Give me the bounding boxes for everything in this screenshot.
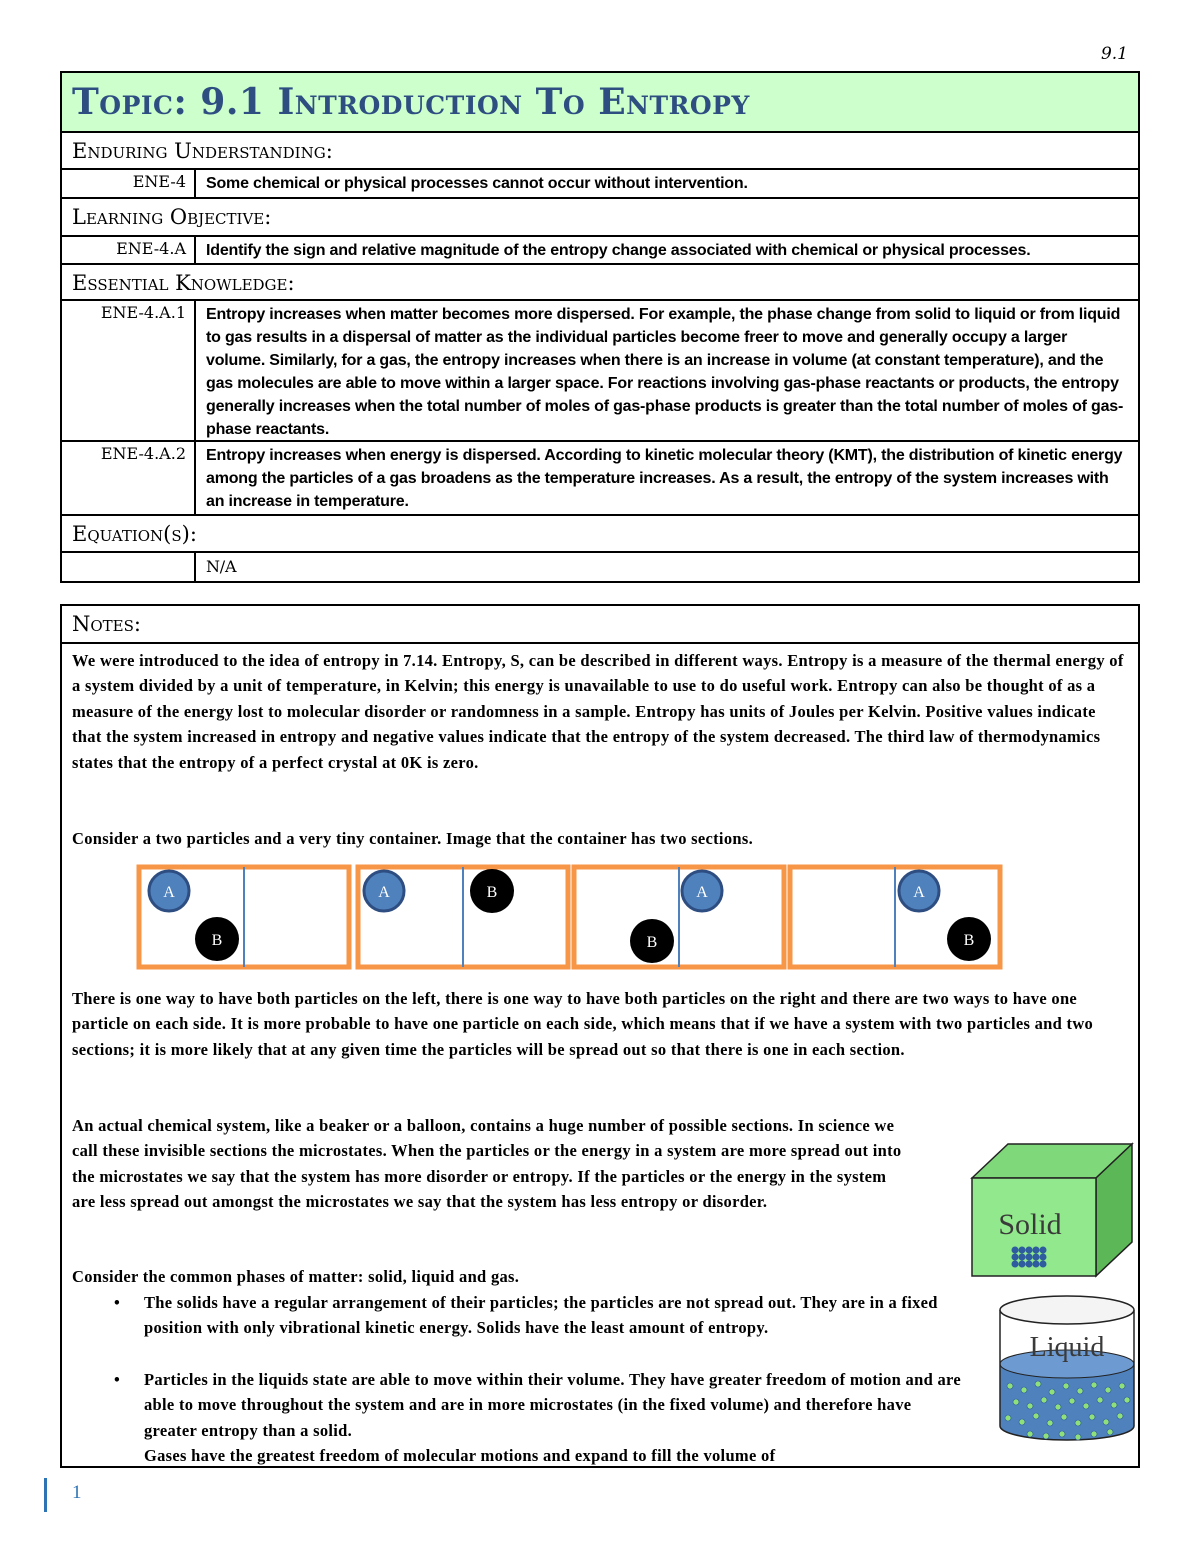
knowledge-text-1: Entropy increases when matter becomes more dispersed. For example, the phase change from solid to liquid or from liquid to gas results in a dispersal of matter as the individual particles become freer to move and generally occupy a larger volume. Similarly, for a gas, the entropy increases when there is an increase in volume (at constant temperature), and the gas molecules are able to move within a larger space. For reactions involving gas-phase reactants or products, the entropy generally increases when the total number of moles of gas-phase products is greater than the total number of moles of gas-phase reactants. — [206, 306, 1124, 438]
notes-paragraph-2: Consider a two particles and a very tiny container. Image that the container has two sections. — [72, 829, 753, 848]
knowledge-row-2 — [62, 442, 1138, 516]
container-3 — [574, 867, 784, 967]
container-4 — [790, 867, 1000, 967]
svg-text:B: B — [963, 932, 975, 949]
liquid-label: Liquid — [1029, 1332, 1105, 1363]
topic-title: Topic: 9.1 Introduction To Entropy — [72, 81, 750, 123]
particle-a — [682, 871, 722, 911]
equations-label: Equation(s): — [62, 516, 1138, 553]
objective-row — [62, 237, 1138, 265]
knowledge-text-2: Entropy increases when energy is dispersed. According to kinetic molecular theory (KMT), the distribution of kinetic energy among the particles of a gas broadens as the temperature increases. As a result, the entropy of the system increases with an increase in temperature. — [206, 447, 1123, 510]
bullet-gases: • Gases have the greatest freedom of molecular motions and expand to fill the volume of — [144, 1443, 964, 1468]
learning-objective-label: Learning Objective: — [62, 199, 1138, 237]
objective-text: Identify the sign and relative magnitude of the entropy change associated with chemical or physical processes. — [206, 242, 1031, 259]
svg-text:B: B — [486, 884, 498, 901]
essential-knowledge-label: Essential Knowledge: — [62, 265, 1138, 301]
equations-code-cell — [62, 553, 196, 581]
enduring-text: Some chemical or physical processes cannot occur without intervention. — [206, 175, 748, 192]
svg-text:B: B — [211, 932, 223, 949]
enduring-code: ENE-4 — [62, 170, 196, 197]
equations-row — [62, 553, 1138, 581]
particle-a — [364, 871, 404, 911]
knowledge-row-1 — [62, 301, 1138, 442]
svg-text:A: A — [913, 884, 925, 901]
particle-a — [899, 871, 939, 911]
liquid-beaker-illustration — [996, 1294, 1138, 1444]
svg-text:A: A — [378, 884, 390, 901]
particle-b — [630, 919, 674, 963]
enduring-row — [62, 170, 1138, 199]
enduring-understanding-label: Enduring Understanding: — [62, 133, 1138, 170]
objective-code: ENE-4.A — [62, 237, 196, 263]
particle-a — [149, 871, 189, 911]
footer-accent-bar — [44, 1478, 47, 1512]
particle-b — [947, 917, 991, 961]
bullet-liquids: • Particles in the liquids state are able to move within their volume. They have greater freedom of motion and are able to move throughout the system and are in more microstates (in the fixed volume) and therefore have greater entropy than a solid. — [144, 1367, 964, 1443]
container-2 — [358, 867, 568, 967]
notes-box — [60, 604, 1140, 1468]
knowledge-code-2: ENE-4.A.2 — [62, 442, 196, 514]
particle-b — [195, 917, 239, 961]
notes-label: Notes: — [62, 606, 1138, 644]
svg-text:A: A — [696, 884, 708, 901]
particle-b — [470, 869, 514, 913]
page-code: 9.1 — [1100, 44, 1128, 64]
notes-paragraph-4: An actual chemical system, like a beaker or a balloon, contains a huge number of possible sections. In science we call these invisible sections the microstates. When the particles or the energy in a system are more spread out into the microstates we say that the system has more disorder or entropy. If the particles or the energy in the system are less spread out amongst the microstates we say that the system has less entropy or disorder. — [72, 1116, 902, 1212]
solid-particles — [1012, 1247, 1047, 1268]
notes-paragraph-1: We were introduced to the idea of entropy in 7.14. Entropy, S, can be described in different ways. Entropy is a measure of the thermal energy of a system divided by a unit of temperature, in Kelvin; this energy is unavailable to use to do useful work. Entropy can also be thought of as a measure of the energy lost to molecular disorder or randomness in a sample. Entropy has units of Joules per Kelvin. Positive values indicate that the system increased in entropy and negative values indicate that the entropy of the system decreased. The third law of thermodynamics states that the entropy of a perfect crystal at 0K is zero. — [72, 651, 1124, 772]
page-number: 1 — [72, 1482, 82, 1503]
bullet-solids: • The solids have a regular arrangement of their particles; the particles are not spread out. They are in a fixed position with only vibrational kinetic energy. Solids have the least amount of entropy. — [144, 1290, 964, 1341]
container-1 — [139, 867, 349, 967]
topic-table — [60, 71, 1140, 583]
particle-arrangement-diagram — [136, 864, 1066, 974]
equations-text: N/A — [206, 557, 237, 576]
solid-cube-illustration — [970, 1142, 1136, 1278]
solid-label: Solid — [998, 1208, 1062, 1241]
topic-header — [62, 73, 1138, 133]
svg-text:A: A — [163, 884, 175, 901]
knowledge-code-1: ENE-4.A.1 — [62, 301, 196, 440]
notes-paragraph-3: There is one way to have both particles on the left, there is one way to have both particles on the right and there are two ways to have one particle on each side. It is more probable to have one particle on each side, which means that if we have a system with two particles and two sections; it is more likely that at any given time the particles will be spread out so that there is one in each section. — [72, 989, 1094, 1059]
svg-text:B: B — [646, 934, 658, 951]
notes-paragraph-5: Consider the common phases of matter: solid, liquid and gas. — [72, 1267, 520, 1286]
